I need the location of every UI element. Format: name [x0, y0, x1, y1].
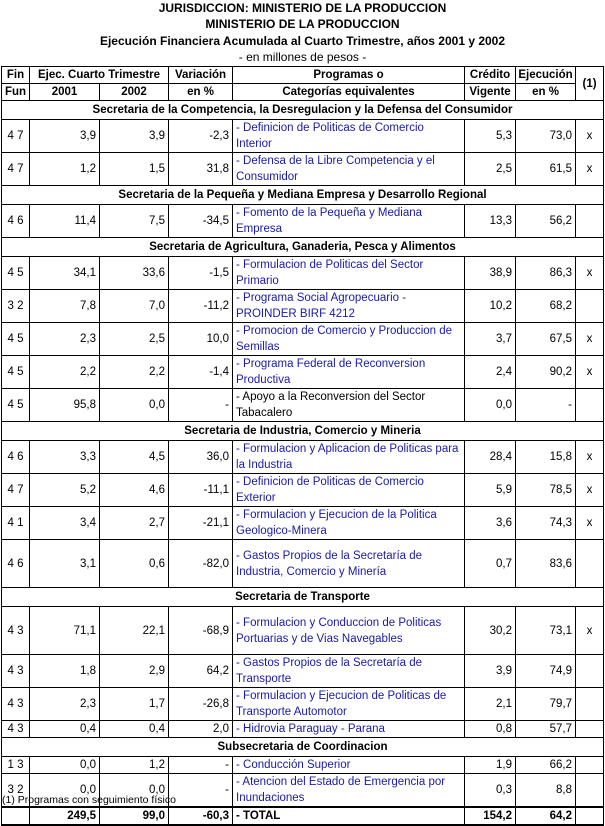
table-row [2, 205, 604, 238]
program-cell: - Programa Social Agropecuario - PROINDER BIRF 4212 [233, 290, 465, 323]
variation-cell: -11,2 [169, 290, 233, 323]
tracking-mark-cell: x [576, 323, 604, 356]
table-row [2, 389, 604, 422]
total-mark [576, 807, 604, 825]
fin-fun-cell: 1 3 [2, 757, 30, 774]
fin-fun-cell: 4 5 [2, 257, 30, 290]
tracking-mark-cell: x [576, 153, 604, 186]
col-ejecpct-2: en % [516, 84, 576, 101]
program-cell: - Hidrovia Paraguay - Parana [233, 721, 465, 738]
fin-fun-cell: 4 3 [2, 688, 30, 721]
variation-cell: -82,0 [169, 540, 233, 588]
execution-pct-cell: 90,2 [516, 356, 576, 389]
exec-2001-cell: 5,2 [30, 474, 100, 507]
total-row [2, 807, 604, 825]
col-prog-2: Categorías equivalentes [233, 84, 465, 101]
tracking-mark-cell [576, 757, 604, 774]
footnote: (1) Programas con seguimiento físico [2, 794, 176, 806]
col-ejecpct-1: Ejecución [516, 67, 576, 84]
section-row [2, 101, 604, 120]
col-2002: 2002 [100, 84, 169, 101]
credit-cell: 38,9 [465, 257, 516, 290]
fin-fun-cell: 4 6 [2, 441, 30, 474]
ministry-title: MINISTERIO DE LA PRODUCCION [205, 17, 400, 31]
header-row-1 [2, 67, 604, 84]
execution-pct-cell: - [516, 389, 576, 422]
tracking-mark-cell [576, 721, 604, 738]
exec-2001-cell: 95,8 [30, 389, 100, 422]
credit-cell: 5,9 [465, 474, 516, 507]
col-fin: Fin [2, 67, 30, 84]
variation-cell: -26,8 [169, 688, 233, 721]
col-cred-1: Crédito [465, 67, 516, 84]
header-row-2 [2, 84, 604, 101]
section-row [2, 422, 604, 441]
fin-fun-cell: 4 7 [2, 474, 30, 507]
variation-cell: -11,1 [169, 474, 233, 507]
table-row [2, 290, 604, 323]
table-row [2, 474, 604, 507]
total-credit: 154,2 [465, 807, 516, 825]
variation-cell: 31,8 [169, 153, 233, 186]
exec-2001-cell: 3,4 [30, 507, 100, 540]
credit-cell: 3,9 [465, 655, 516, 688]
table-row [2, 607, 604, 655]
execution-pct-cell: 56,2 [516, 205, 576, 238]
table-row [2, 655, 604, 688]
section-title: Secretaria de Industria, Comercio y Mineria [2, 422, 604, 441]
tracking-mark-cell: x [576, 257, 604, 290]
program-cell: - Conducción Superior [233, 757, 465, 774]
exec-2001-cell: 11,4 [30, 205, 100, 238]
table-row [2, 507, 604, 540]
fin-fun-cell: 3 2 [2, 290, 30, 323]
units-subtitle: - en millones de pesos - [238, 50, 367, 64]
exec-2002-cell: 4,6 [100, 474, 169, 507]
exec-2001-cell: 3,9 [30, 120, 100, 153]
exec-2001-cell: 3,1 [30, 540, 100, 588]
execution-pct-cell: 86,3 [516, 257, 576, 290]
exec-2001-cell: 1,8 [30, 655, 100, 688]
program-cell: - Gastos Propios de la Secretaría de Industria, Comercio y Minería [233, 540, 465, 588]
exec-2002-cell: 1,5 [100, 153, 169, 186]
program-cell: - Atencion del Estado de Emergencia por Inundaciones [233, 774, 465, 808]
execution-pct-cell: 74,3 [516, 507, 576, 540]
variation-cell: -68,9 [169, 607, 233, 655]
tracking-mark-cell: x [576, 507, 604, 540]
exec-2001-cell: 0,0 [30, 774, 100, 808]
exec-2001-cell: 3,3 [30, 441, 100, 474]
table-row [2, 688, 604, 721]
execution-pct-cell: 73,1 [516, 607, 576, 655]
credit-cell: 0,3 [465, 774, 516, 808]
execution-pct-cell: 15,8 [516, 441, 576, 474]
credit-cell: 0,0 [465, 389, 516, 422]
program-cell: - Programa Federal de Reconversion Productiva [233, 356, 465, 389]
table-row [2, 721, 604, 738]
fin-fun-cell: 4 6 [2, 205, 30, 238]
tracking-mark-cell [576, 205, 604, 238]
total-ff [2, 807, 30, 825]
exec-2002-cell: 1,7 [100, 688, 169, 721]
jurisdiction-title: JURISDICCION: MINISTERIO DE LA PRODUCCION [158, 1, 447, 15]
col-ejec-title: Ejec. Cuarto Trimestre [30, 67, 169, 84]
credit-cell: 10,2 [465, 290, 516, 323]
exec-2001-cell: 2,3 [30, 323, 100, 356]
execution-pct-cell: 8,8 [516, 774, 576, 808]
exec-2001-cell: 0,4 [30, 721, 100, 738]
table-row [2, 441, 604, 474]
credit-cell: 0,7 [465, 540, 516, 588]
fin-fun-cell: 4 1 [2, 507, 30, 540]
execution-pct-cell: 61,5 [516, 153, 576, 186]
section-row [2, 238, 604, 257]
tracking-mark-cell [576, 774, 604, 808]
exec-2002-cell: 2,9 [100, 655, 169, 688]
credit-cell: 28,4 [465, 441, 516, 474]
exec-2002-cell: 0,0 [100, 774, 169, 808]
tracking-mark-cell [576, 655, 604, 688]
section-row [2, 738, 604, 757]
variation-cell: -21,1 [169, 507, 233, 540]
total-2001: 249,5 [30, 807, 100, 825]
credit-cell: 30,2 [465, 607, 516, 655]
exec-2002-cell: 7,0 [100, 290, 169, 323]
execution-pct-cell: 83,6 [516, 540, 576, 588]
col-2001: 2001 [30, 84, 100, 101]
tracking-mark-cell: x [576, 120, 604, 153]
table-row [2, 323, 604, 356]
variation-cell: 64,2 [169, 655, 233, 688]
table-row [2, 540, 604, 588]
tracking-mark-cell: x [576, 607, 604, 655]
col-var-1: Variación [169, 67, 233, 84]
program-cell: - Definicion de Politicas de Comercio Interior [233, 120, 465, 153]
tracking-mark-cell: x [576, 356, 604, 389]
variation-cell: - [169, 757, 233, 774]
tracking-mark-cell [576, 389, 604, 422]
table-row [2, 257, 604, 290]
execution-pct-cell: 79,7 [516, 688, 576, 721]
fin-fun-cell: 4 7 [2, 153, 30, 186]
program-cell: - Formulacion y Conduccion de Politicas Portuarias y de Vias Navegables [233, 607, 465, 655]
table-row [2, 153, 604, 186]
credit-cell: 3,6 [465, 507, 516, 540]
section-title: Secretaria de la Pequeña y Mediana Empresa y Desarrollo Regional [2, 186, 604, 205]
fin-fun-cell: 3 2 [2, 774, 30, 808]
exec-2002-cell: 22,1 [100, 607, 169, 655]
col-note: (1) [576, 67, 604, 101]
exec-2001-cell: 0,0 [30, 757, 100, 774]
execution-pct-cell: 73,0 [516, 120, 576, 153]
fin-fun-cell: 4 5 [2, 389, 30, 422]
total-2002: 99,0 [100, 807, 169, 825]
section-title: Secretaria de Agricultura, Ganaderia, Pesca y Alimentos [2, 238, 604, 257]
credit-cell: 2,1 [465, 688, 516, 721]
variation-cell: -2,3 [169, 120, 233, 153]
tracking-mark-cell: x [576, 441, 604, 474]
report-title: Ejecución Financiera Acumulada al Cuarto Trimestre, años 2001 y 2002 [99, 34, 506, 48]
program-cell: - Fomento de la Pequeña y Mediana Empresa [233, 205, 465, 238]
section-row [2, 588, 604, 607]
exec-2001-cell: 7,8 [30, 290, 100, 323]
table-row [2, 757, 604, 774]
exec-2002-cell: 2,5 [100, 323, 169, 356]
exec-2001-cell: 1,2 [30, 153, 100, 186]
tracking-mark-cell: x [576, 474, 604, 507]
program-cell: - Defensa de la Libre Competencia y el Consumidor [233, 153, 465, 186]
program-cell: - Formulacion y Ejecucion de Politicas de Transporte Automotor [233, 688, 465, 721]
col-fun: Fun [2, 84, 30, 101]
program-cell: - Promocion de Comercio y Produccion de Semillas [233, 323, 465, 356]
program-cell: - Formulacion de Politicas del Sector Primario [233, 257, 465, 290]
table-row [2, 120, 604, 153]
fin-fun-cell: 4 3 [2, 607, 30, 655]
col-prog-1: Programas o [233, 67, 465, 84]
table-row [2, 356, 604, 389]
fin-fun-cell: 4 6 [2, 540, 30, 588]
fin-fun-cell: 4 7 [2, 120, 30, 153]
exec-2001-cell: 2,2 [30, 356, 100, 389]
exec-2001-cell: 71,1 [30, 607, 100, 655]
fin-fun-cell: 4 3 [2, 655, 30, 688]
credit-cell: 2,5 [465, 153, 516, 186]
credit-cell: 3,7 [465, 323, 516, 356]
variation-cell: - [169, 774, 233, 808]
total-label: - TOTAL [233, 807, 465, 825]
variation-cell: -1,4 [169, 356, 233, 389]
variation-cell: - [169, 389, 233, 422]
exec-2002-cell: 1,2 [100, 757, 169, 774]
variation-cell: -34,5 [169, 205, 233, 238]
exec-2002-cell: 0,4 [100, 721, 169, 738]
fin-fun-cell: 4 5 [2, 323, 30, 356]
exec-2002-cell: 4,5 [100, 441, 169, 474]
exec-2001-cell: 2,3 [30, 688, 100, 721]
credit-cell: 13,3 [465, 205, 516, 238]
tracking-mark-cell [576, 290, 604, 323]
execution-pct-cell: 66,2 [516, 757, 576, 774]
exec-2002-cell: 2,2 [100, 356, 169, 389]
execution-pct-cell: 74,9 [516, 655, 576, 688]
exec-2002-cell: 0,6 [100, 540, 169, 588]
program-cell: - Definicion de Politicas de Comercio Exterior [233, 474, 465, 507]
col-var-2: en % [169, 84, 233, 101]
program-cell: - Formulacion y Ejecucion de la Politica Geologico-Minera [233, 507, 465, 540]
section-title: Secretaria de Transporte [2, 588, 604, 607]
program-cell: - Formulacion y Aplicacion de Politicas para la Industria [233, 441, 465, 474]
exec-2001-cell: 34,1 [30, 257, 100, 290]
program-cell: - Gastos Propios de la Secretaría de Transporte [233, 655, 465, 688]
variation-cell: 10,0 [169, 323, 233, 356]
execution-table [1, 66, 604, 826]
credit-cell: 0,8 [465, 721, 516, 738]
tracking-mark-cell [576, 540, 604, 588]
exec-2002-cell: 3,9 [100, 120, 169, 153]
execution-pct-cell: 68,2 [516, 290, 576, 323]
program-cell: - Apoyo a la Reconversion del Sector Tabacalero [233, 389, 465, 422]
total-execution-pct: 64,2 [516, 807, 576, 825]
section-title: Secretaria de la Competencia, la Desregulacion y la Defensa del Consumidor [2, 101, 604, 120]
total-variation: -60,3 [169, 807, 233, 825]
execution-pct-cell: 78,5 [516, 474, 576, 507]
variation-cell: -1,5 [169, 257, 233, 290]
exec-2002-cell: 0,0 [100, 389, 169, 422]
col-cred-2: Vigente [465, 84, 516, 101]
tracking-mark-cell [576, 688, 604, 721]
section-row [2, 186, 604, 205]
credit-cell: 1,9 [465, 757, 516, 774]
execution-pct-cell: 67,5 [516, 323, 576, 356]
section-title: Subsecretaria de Coordinacion [2, 738, 604, 757]
credit-cell: 2,4 [465, 356, 516, 389]
variation-cell: 36,0 [169, 441, 233, 474]
exec-2002-cell: 7,5 [100, 205, 169, 238]
fin-fun-cell: 4 3 [2, 721, 30, 738]
exec-2002-cell: 2,7 [100, 507, 169, 540]
fin-fun-cell: 4 5 [2, 356, 30, 389]
exec-2002-cell: 33,6 [100, 257, 169, 290]
execution-pct-cell: 57,7 [516, 721, 576, 738]
variation-cell: 2,0 [169, 721, 233, 738]
credit-cell: 5,3 [465, 120, 516, 153]
